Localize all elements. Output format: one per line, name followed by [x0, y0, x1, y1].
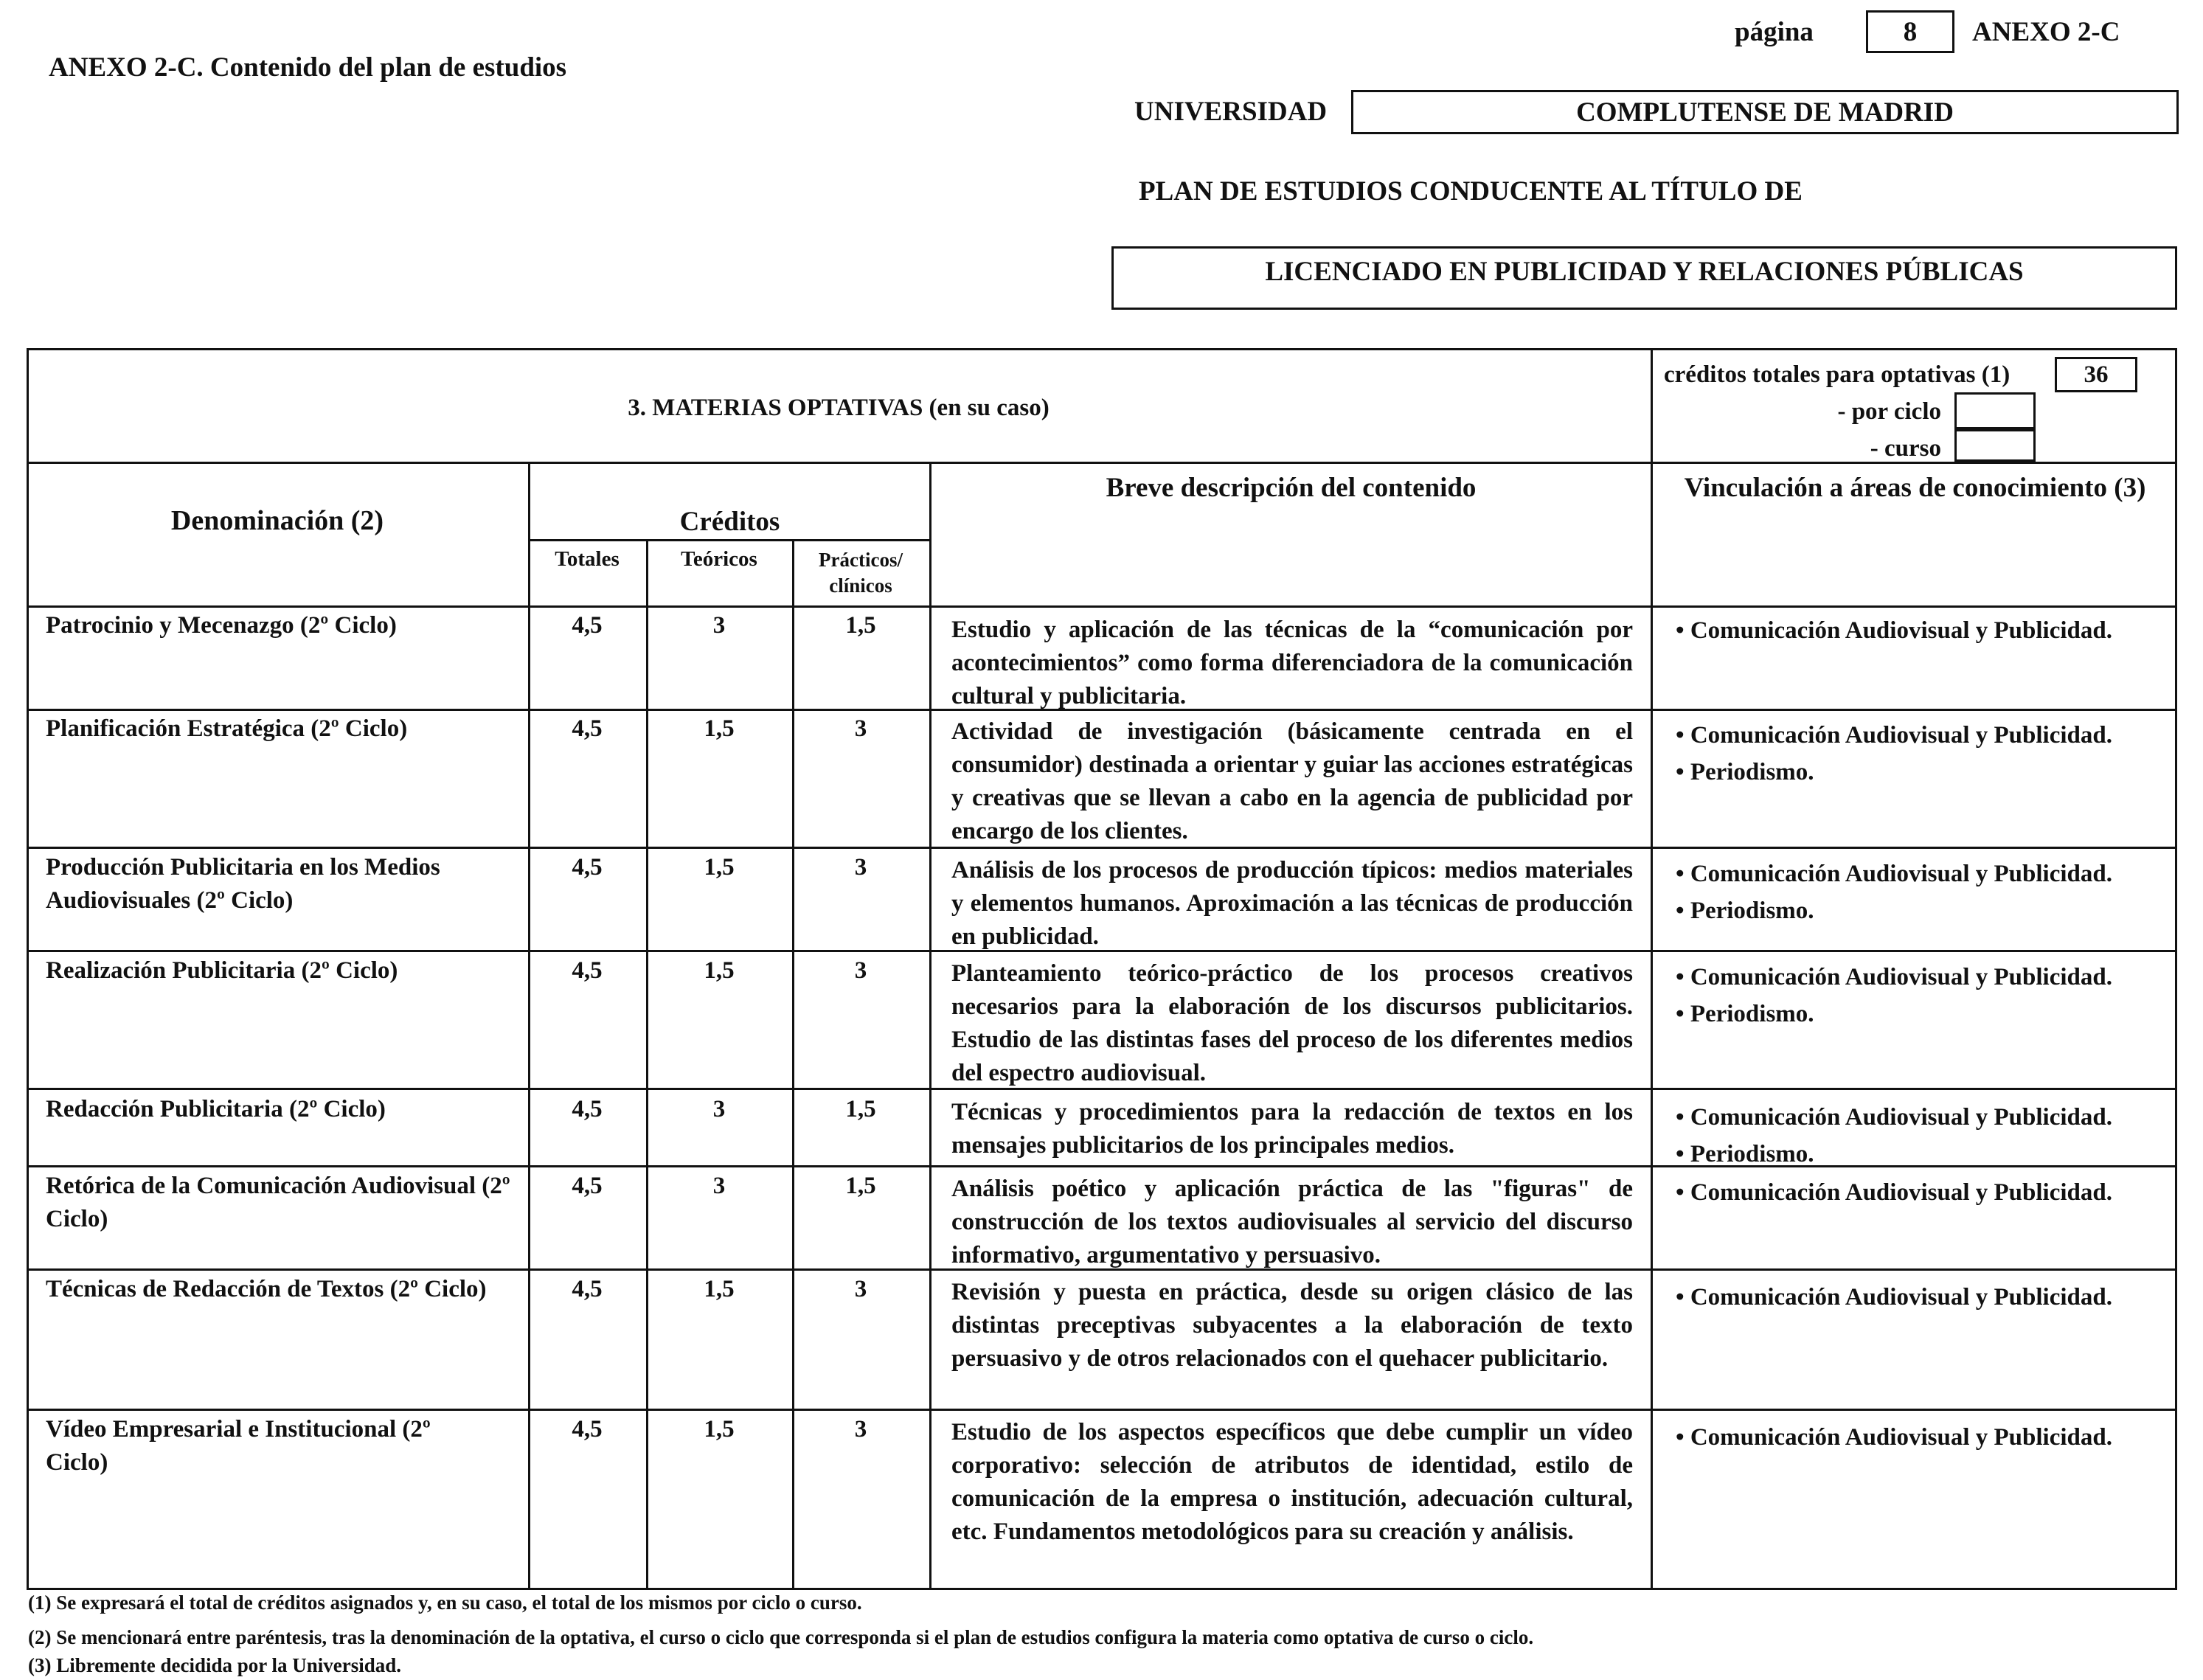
row-total: 4,5	[572, 957, 603, 984]
row-total: 4,5	[572, 1173, 603, 1199]
annex-code: ANEXO 2-C	[1972, 17, 2120, 47]
area-item: • Comunicación Audiovisual y Publicidad.	[1676, 1099, 2170, 1136]
page-number: 8	[1903, 16, 1918, 47]
section-title: 3. MATERIAS OPTATIVAS (en su caso)	[628, 395, 1050, 421]
row-theory: 1,5	[704, 1276, 735, 1302]
rule	[929, 463, 931, 1590]
row-theory: 1,5	[704, 957, 735, 984]
row-practice: 3	[854, 1416, 867, 1443]
row-name: Técnicas de Redacción de Textos (2º Ciclo)	[46, 1276, 487, 1302]
col-header-description: Breve descripción del contenido	[1106, 473, 1477, 503]
row-areas	[1676, 717, 2170, 791]
row-description: Estudio de los aspectos específicos que debe cumplir un vídeo corporativo: selección de atributos de identidad, estilo de comunicación de la empresa o institución, adecuación cultural, etc. Fundamentos metodológicos para su creación y análisis.	[951, 1419, 1633, 1545]
row-practice: 1,5	[845, 1173, 876, 1199]
row-practice: 1,5	[845, 612, 876, 639]
row-theory: 1,5	[704, 1416, 735, 1443]
credits-total-value: 36	[2084, 361, 2109, 388]
row-theory: 1,5	[704, 854, 735, 881]
row-total: 4,5	[572, 1416, 603, 1443]
row-areas	[1676, 1419, 2170, 1456]
row-practice: 3	[854, 715, 867, 742]
row-total: 4,5	[572, 854, 603, 881]
area-item: • Comunicación Audiovisual y Publicidad.	[1676, 959, 2170, 996]
row-areas	[1676, 959, 2170, 1032]
degree-title: LICENCIADO EN PUBLICIDAD Y RELACIONES PÚBLICAS	[1265, 257, 2024, 287]
row-total: 4,5	[572, 1276, 603, 1302]
col-header-areas: Vinculación a áreas de conocimiento (3)	[1684, 473, 2146, 503]
row-description: Análisis de los procesos de producción típicos: medios materiales y elementos humanos. Aproximación a las técnicas de producción en publicidad.	[951, 857, 1633, 950]
annex-title: ANEXO 2-C. Contenido del plan de estudios	[49, 52, 567, 83]
row-areas	[1676, 612, 2170, 649]
degree-title-box	[1111, 246, 2177, 310]
row-areas	[1676, 1279, 2170, 1316]
page-number-box	[1866, 10, 1954, 53]
row-practice: 3	[854, 1276, 867, 1302]
plan-label: PLAN DE ESTUDIOS CONDUCENTE AL TÍTULO DE	[1139, 176, 1803, 206]
row-total: 4,5	[572, 612, 603, 639]
row-name: Producción Publicitaria en los Medios Audiovisuales (2º Ciclo)	[46, 854, 440, 914]
per-course-label: - curso	[1870, 435, 1941, 462]
footnote: (2) Se mencionará entre paréntesis, tras la denominación de la optativa, el curso o ciclo que corresponda si el plan de estudios configura la materia como optativa de curso o ciclo.	[28, 1626, 1534, 1648]
row-description: Revisión y puesta en práctica, desde su origen clásico de las distintas preceptivas subyacentes a la elaboración de texto persuasivo y de otros relacionados con el quehacer publicitario.	[951, 1279, 1633, 1372]
row-theory: 1,5	[704, 715, 735, 742]
row-practice: 1,5	[845, 1096, 876, 1122]
row-areas	[1676, 1174, 2170, 1211]
rule	[1651, 348, 1653, 1590]
area-item: • Periodismo.	[1676, 892, 2170, 929]
row-description: Planteamiento teórico-práctico de los procesos creativos necesarios para la elaboración de los discursos publicitarios. Estudio de las distintas fases del proceso de los diferentes medios del espectro audiovisual.	[951, 960, 1633, 1086]
per-cycle-box	[1954, 392, 2036, 429]
row-areas	[1676, 1099, 2170, 1173]
university-label: UNIVERSIDAD	[1134, 97, 1328, 127]
footnote: (3) Libremente decidida por la Universidad.	[28, 1654, 402, 1676]
area-item: • Periodismo.	[1676, 996, 2170, 1032]
area-item: • Periodismo.	[1676, 1136, 2170, 1173]
row-name: Retórica de la Comunicación Audiovisual (2º Ciclo)	[46, 1173, 510, 1232]
university-name-box	[1351, 90, 2179, 134]
row-theory: 3	[712, 1173, 726, 1199]
col-header-credits: Créditos	[679, 507, 780, 537]
row-theory: 3	[712, 1096, 726, 1122]
page-label: página	[1735, 17, 1814, 47]
row-areas	[1676, 855, 2170, 929]
university-name: COMPLUTENSE DE MADRID	[1576, 97, 1954, 128]
row-name: Patrocinio y Mecenazgo (2º Ciclo)	[46, 612, 397, 639]
credits-total-box	[2055, 357, 2137, 392]
row-description: Estudio y aplicación de las técnicas de la “comunicación por acontecimientos” como forma diferenciadora de la comunicación cultural y publicitaria.	[951, 617, 1633, 709]
credits-total-label: créditos totales para optativas (1)	[1664, 361, 2011, 388]
area-item: • Comunicación Audiovisual y Publicidad.	[1676, 1419, 2170, 1456]
col-header-practice	[792, 547, 929, 599]
per-course-box	[1954, 429, 2036, 462]
area-item: • Periodismo.	[1676, 754, 2170, 791]
area-item: • Comunicación Audiovisual y Publicidad.	[1676, 717, 2170, 754]
col-header-total: Totales	[555, 547, 620, 571]
per-cycle-label: - por ciclo	[1837, 398, 1941, 425]
col-header-name: Denominación (2)	[170, 505, 384, 536]
row-name: Realización Publicitaria (2º Ciclo)	[46, 957, 398, 984]
row-name: Vídeo Empresarial e Institucional (2º Ciclo)	[46, 1416, 431, 1476]
row-total: 4,5	[572, 715, 603, 742]
area-item: • Comunicación Audiovisual y Publicidad.	[1676, 1279, 2170, 1316]
row-practice: 3	[854, 957, 867, 984]
rule	[27, 1409, 2177, 1411]
row-name: Redacción Publicitaria (2º Ciclo)	[46, 1096, 386, 1122]
rule	[27, 605, 2177, 608]
row-description: Técnicas y procedimientos para la redacción de textos en los mensajes publicitarios de los principales medios.	[951, 1099, 1633, 1159]
row-practice: 3	[854, 854, 867, 881]
col-header-theory: Teóricos	[681, 547, 757, 571]
col-header-practice-line2: clínicos	[829, 575, 892, 597]
area-item: • Comunicación Audiovisual y Publicidad.	[1676, 612, 2170, 649]
area-item: • Comunicación Audiovisual y Publicidad.	[1676, 855, 2170, 892]
rule	[528, 539, 931, 541]
row-description: Actividad de investigación (básicamente centrada en el consumidor) destinada a orientar y guiar las acciones estratégicas y creativas que se llevan a cabo en la agencia de publicidad por encargo de los clientes.	[951, 718, 1633, 844]
row-name: Planificación Estratégica (2º Ciclo)	[46, 715, 408, 742]
row-total: 4,5	[572, 1096, 603, 1122]
footnote: (1) Se expresará el total de créditos asignados y, en su caso, el total de los mismos por ciclo o curso.	[28, 1592, 862, 1614]
col-header-practice-line1: Prácticos/	[819, 549, 903, 571]
row-description: Análisis poético y aplicación práctica de las "figuras" de construcción de los textos audiovisuales al servicio del discurso informativo, argumentativo y persuasivo.	[951, 1176, 1633, 1268]
area-item: • Comunicación Audiovisual y Publicidad.	[1676, 1174, 2170, 1211]
row-theory: 3	[712, 612, 726, 639]
